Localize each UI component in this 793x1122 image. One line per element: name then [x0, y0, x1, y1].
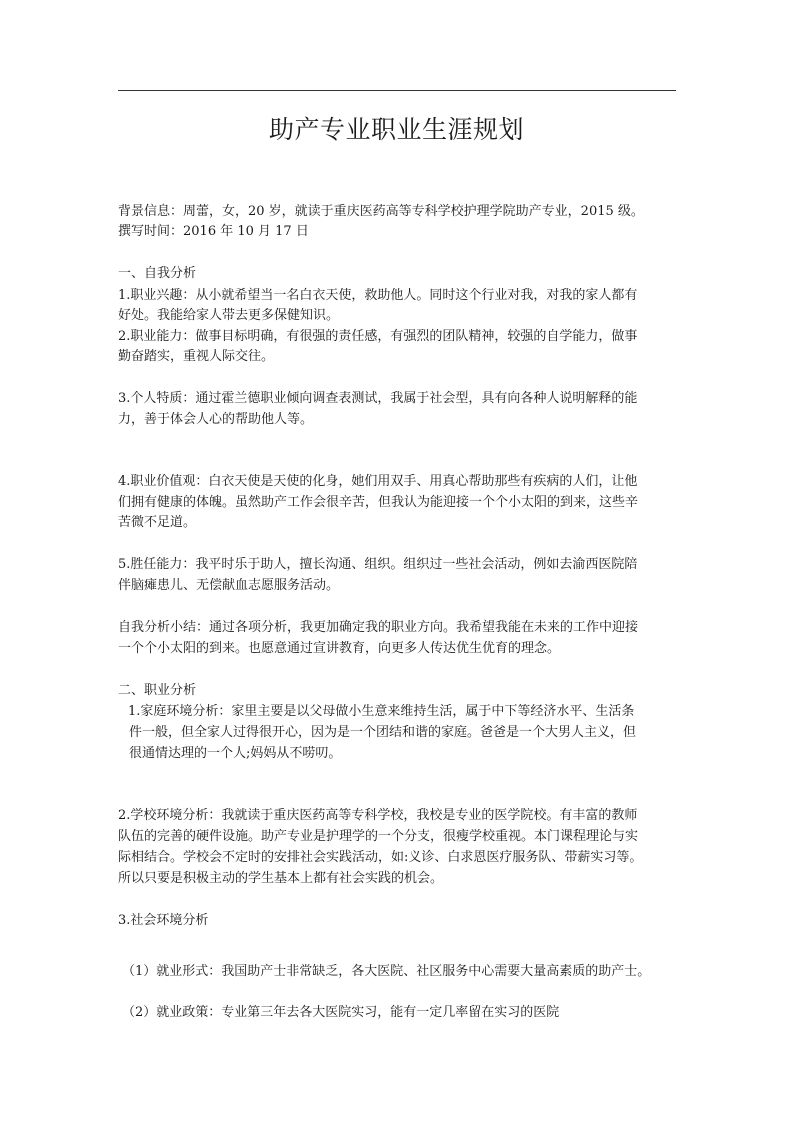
paragraph-line: 们拥有健康的体魄。虽然助产工作会很辛苦，但我认为能迎接一个个小太阳的到来，这些辛	[118, 495, 639, 510]
paragraph-line: 所以只要是积极主动的学生基本上都有社会实践的机会。	[118, 871, 444, 886]
paragraph-line: 勤奋踏实，重视人际交往。	[118, 349, 275, 364]
paragraph-line: 5.胜任能力：我平时乐于助人，擅长沟通、组织。组织过一些社会活动，例如去渝西医院陪	[118, 557, 638, 572]
paragraph-line: 队伍的完善的硬件设施。助产专业是护理学的一个分支，很瘦学校重视。本门课程理论与实	[118, 829, 639, 844]
paragraph-line: 际相结合。学校会不定时的安排社会实践活动，如:义诊、白求恩医疗服务队、带薪实习等。	[118, 850, 643, 865]
paragraph-line: 伴脑瘫患儿、无偿献血志愿服务活动。	[118, 578, 340, 593]
paragraph-line: 1.职业兴趣：从小就希望当一名白衣天使，救助他人。同时这个行业对我，对我的家人都有	[118, 288, 638, 303]
paragraph-line: （2）就业政策：专业第三年去各大医院实习，能有一定几率留在实习的医院	[122, 1005, 560, 1020]
paragraph-line: 2.学校环境分析：我就读于重庆医药高等专科学校，我校是专业的医学院校。有丰富的教师	[118, 808, 638, 823]
paragraph-line: 件一般，但全家人过得很开心，因为是一个团结和谐的家庭。爸爸是一个大男人主义，但	[129, 725, 637, 740]
paragraph-line: 撰写时间：2016 年 10 月 17 日	[118, 224, 309, 239]
paragraph-line: 一、自我分析	[118, 266, 197, 281]
document-title: 助产专业职业生涯规划	[268, 115, 524, 144]
paragraph-line: 二、职业分析	[118, 683, 197, 698]
paragraph-line: 苦微不足道。	[118, 515, 197, 530]
paragraph-line: 很通情达理的一个人;妈妈从不唠叨。	[129, 746, 342, 761]
paragraph-line: 自我分析小结：通过各项分析，我更加确定我的职业方向。我希望我能在未来的工作中迎接	[118, 620, 639, 635]
paragraph-line: （1）就业形式：我国助产士非常缺乏，各大医院、社区服务中心需要大量高素质的助产士。	[122, 964, 651, 979]
paragraph-line: 好处。我能给家人带去更多保健知识。	[118, 308, 340, 323]
paragraph-line: 力，善于体会人心的帮助他人等。	[118, 412, 314, 427]
paragraph-line: 4.职业价值观：白衣天使是天使的化身，她们用双手、用真心帮助那些有疾病的人们，让他	[118, 474, 638, 489]
header-rule	[118, 90, 676, 91]
paragraph-line: 一个个小太阳的到来。也愿意通过宣讲教育，向更多人传达优生优育的理念。	[118, 641, 561, 656]
paragraph-line: 2.职业能力：做事目标明确，有很强的责任感，有强烈的团队精神，较强的自学能力，做事	[118, 329, 638, 344]
paragraph-line: 3.社会环境分析	[118, 913, 209, 928]
paragraph-line: 背景信息：周蕾，女，20 岁，就读于重庆医药高等专科学校护理学院助产专业，2015 级。	[118, 204, 644, 219]
paragraph-line: 1.家庭环境分析：家里主要是以父母做小生意来维持生活，属于中下等经济水平、生活条	[128, 704, 635, 719]
paragraph-line: 3.个人特质：通过霍兰德职业倾向调查表测试，我属于社会型，具有向各种人说明解释的能	[118, 391, 638, 406]
